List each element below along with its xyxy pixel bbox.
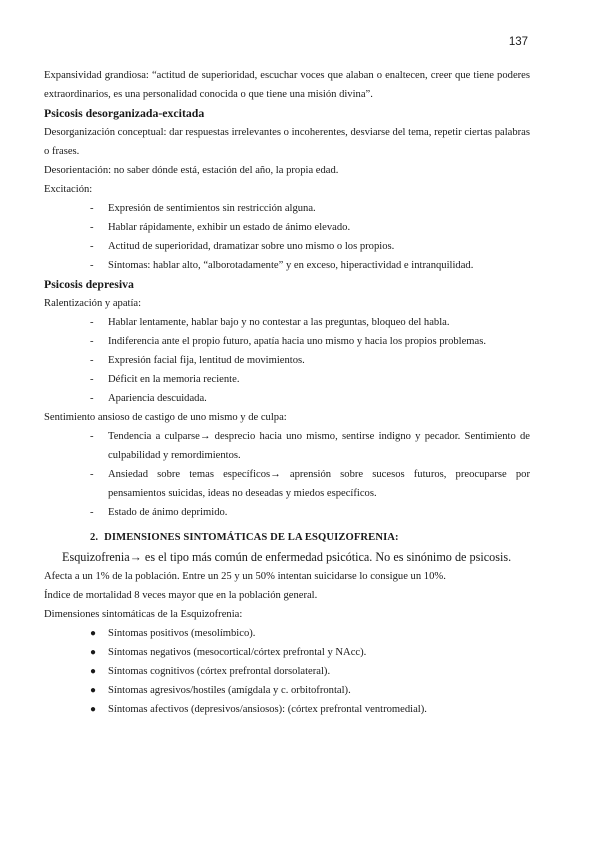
list-item	[90, 256, 530, 275]
list-item	[90, 389, 530, 408]
dash-marker: -	[90, 374, 94, 385]
list-item-text: Actitud de superioridad, dramatizar sobre uno mismo o los propios.	[108, 241, 395, 252]
dash-marker: -	[90, 507, 94, 518]
list-item-text: Ansiedad sobre temas específicos→ aprensión sobre sucesos futuros, preocuparse por pensamientos suicidas, ideas no deseadas y miedos específicos.	[108, 469, 530, 499]
dash-marker: -	[90, 317, 94, 328]
list-item	[90, 662, 530, 681]
bullet-marker: ●	[90, 647, 97, 658]
list-item	[90, 503, 530, 522]
dash-marker: -	[90, 469, 94, 480]
list-item	[90, 681, 530, 700]
list-item	[90, 700, 530, 719]
list-item-text: Síntomas agresivos/hostiles (amígdala y c. orbitofrontal).	[108, 685, 351, 696]
dimensiones-list	[44, 624, 530, 719]
bullet-marker: ●	[90, 704, 97, 715]
list-item-text: Indiferencia ante el propio futuro, apatía hacia uno mismo y hacia los propios problemas.	[108, 336, 487, 347]
ralentizacion-list	[44, 313, 530, 408]
ralentizacion-label: Ralentización y apatía:	[44, 298, 142, 309]
heading-psicosis-desorganizada: Psicosis desorganizada-excitada	[44, 106, 205, 120]
sentimiento-ansioso-list	[44, 427, 530, 522]
bullet-marker: ●	[90, 685, 97, 696]
list-item	[90, 313, 530, 332]
dash-marker: -	[90, 203, 94, 214]
list-item-text: Tendencia a culparse→ desprecio hacia uno mismo, sentirse indigno y pecador. Sentimiento de culpabilidad y remordimientos.	[108, 431, 530, 461]
list-item-text: Síntomas negativos (mesocortical/córtex prefrontal y NAcc).	[108, 647, 367, 658]
desorganizacion-paragraph: Desorganización conceptual: dar respuestas irrelevantes o incoherentes, desviarse del tema, repetir ciertas palabras o frases.	[44, 127, 530, 157]
afecta-paragraph: Afecta a un 1% de la población. Entre un 25 y un 50% intentan suicidarse lo consigue un 10%.	[44, 571, 446, 582]
page-number: 137	[508, 36, 528, 48]
sentimiento-ansioso-label: Sentimiento ansioso de castigo de uno mismo y de culpa:	[44, 412, 287, 423]
list-item-text: Síntomas afectivos (depresivos/ansiosos): (córtex prefrontal ventromedial).	[108, 704, 427, 715]
bullet-marker: ●	[90, 666, 97, 677]
esquizofrenia-lead: Esquizofrenia→ es el tipo más común de enfermedad psicótica. No es sinónimo de psicosis.	[62, 550, 512, 564]
heading-psicosis-depresiva: Psicosis depresiva	[44, 277, 134, 291]
list-item	[90, 237, 530, 256]
section-number: 2.	[90, 532, 99, 543]
list-item	[90, 624, 530, 643]
list-item-text: Expresión facial fija, lentitud de movimientos.	[108, 355, 305, 366]
dash-marker: -	[90, 336, 94, 347]
mortalidad-paragraph: Índice de mortalidad 8 veces mayor que en la población general.	[44, 590, 318, 601]
list-item-text: Hablar lentamente, hablar bajo y no contestar a las preguntas, bloqueo del habla.	[108, 317, 450, 328]
list-item-text: Estado de ánimo deprimido.	[108, 507, 228, 518]
dash-marker: -	[90, 393, 94, 404]
dash-marker: -	[90, 222, 94, 233]
list-item	[90, 218, 530, 237]
list-item-text: Síntomas: hablar alto, “alborotadamente” y en exceso, hiperactividad e intranquilidad.	[108, 260, 474, 271]
desorientacion-paragraph: Desorientación: no saber dónde está, estación del año, la propia edad.	[44, 165, 339, 176]
list-item	[90, 370, 530, 389]
list-item-text: Apariencia descuidada.	[108, 393, 207, 404]
dash-marker: -	[90, 431, 94, 442]
list-item-text: Expresión de sentimientos sin restricción alguna.	[108, 203, 316, 214]
document-body	[44, 66, 530, 719]
list-item	[90, 351, 530, 370]
list-item-text: Déficit en la memoria reciente.	[108, 374, 240, 385]
list-item-text: Síntomas cognitivos (córtex prefrontal dorsolateral).	[108, 666, 331, 677]
bullet-marker: ●	[90, 628, 97, 639]
list-item	[90, 643, 530, 662]
heading-dimensiones-sintomaticas	[90, 528, 530, 547]
dash-marker: -	[90, 241, 94, 252]
list-item	[90, 199, 530, 218]
list-item-text: Síntomas positivos (mesolímbico).	[108, 628, 256, 639]
list-item	[90, 465, 530, 503]
list-item-text: Hablar rápidamente, exhibir un estado de ánimo elevado.	[108, 222, 351, 233]
section-title: DIMENSIONES SINTOMÁTICAS DE LA ESQUIZOFRENIA:	[104, 532, 399, 543]
dash-marker: -	[90, 260, 94, 271]
dash-marker: -	[90, 355, 94, 366]
list-item	[90, 332, 530, 351]
excitacion-label: Excitación:	[44, 184, 93, 195]
expansividad-paragraph: Expansividad grandiosa: “actitud de superioridad, escuchar voces que alaban o enaltecen, creer que tiene poderes extraordinarios, es una personalidad conocida o que tiene una misión divina”.	[44, 70, 530, 100]
list-item	[90, 427, 530, 465]
excitacion-list	[44, 199, 530, 275]
dimensiones-label: Dimensiones sintomáticas de la Esquizofrenia:	[44, 609, 243, 620]
